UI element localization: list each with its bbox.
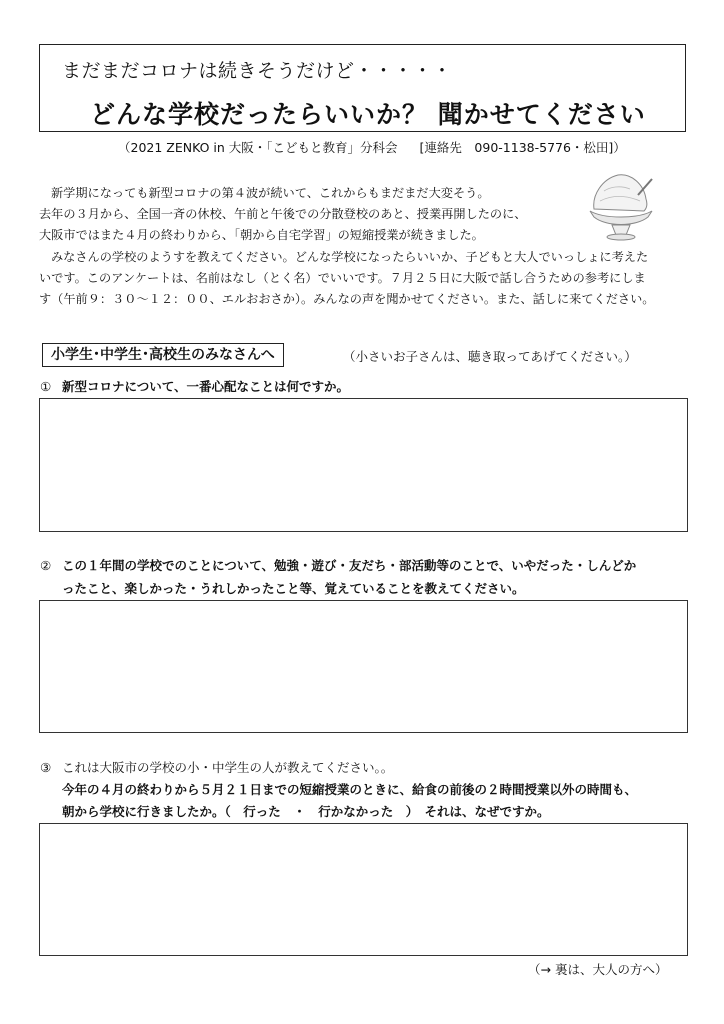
question-3 (40, 757, 393, 778)
title-line-2: どんな学校だったらいいか？ 聞かせてください (90, 100, 646, 129)
answer-box-1[interactable] (39, 398, 688, 532)
question-3-line-3: 朝から学校に行きましたか。（ 行った ・ 行かなかった ） それは、なぜですか。 (62, 804, 550, 819)
question-2-number: ② (40, 558, 52, 573)
question-2 (40, 555, 636, 576)
footer-note: （→ 裏は、大人の方へ） (528, 962, 668, 977)
question-3-number: ③ (40, 760, 52, 775)
intro-para-4: みなさんの学校のようすを教えてください。どんな学校になったらいいか、子どもと大人でいっしょに考えた (51, 249, 649, 264)
question-3-line-2: 今年の４月の終わりから５月２１日までの短縮授業のときに、給食の前後の２時間授業以外の時間も、 (62, 782, 638, 797)
intro-para-2: 去年の３月から、全国一斉の休校、午前と午後での分散登校のあと、授業再開したのに、 (39, 207, 527, 222)
question-1-text: 新型コロナについて、一番心配なことは何ですか。 (62, 379, 350, 394)
contact-info: [連絡先 090-1138-5776・松田]） (419, 140, 626, 155)
section-note: （小さいお子さんは、聴き取ってあげてください。） (343, 349, 637, 364)
intro-text (39, 183, 689, 310)
question-1 (40, 376, 349, 397)
question-3-line-1: これは大阪市の学校の小・中学生の人が教えてください。。 (62, 760, 394, 775)
intro-para-5: いです。このアンケートは、名前はなし（とく名）でいいです。７月２５日に大阪で話し合うための参考にしま (39, 270, 646, 285)
question-1-number: ① (40, 379, 52, 394)
answer-box-3[interactable] (39, 823, 688, 956)
question-2-line-2: ったこと、楽しかった・うれしかったこと等、覚えていることを教えてください。 (62, 581, 525, 596)
question-2-line-1: この１年間の学校でのことについて、勉強・遊び・友だち・部活動等のことで、いやだった・しんどか (62, 558, 637, 573)
title-line-1: まだまだコロナは続きそうだけど・・・・・ (62, 60, 453, 82)
section-heading: 小学生･中学生･高校生のみなさんへ (42, 343, 284, 367)
organizer-line (118, 138, 626, 156)
intro-para-3: 大阪市ではまた４月の終わりから、「朝から自宅学習」の短縮授業が続きました。 (39, 228, 484, 243)
intro-para-6: す（午前９：３０〜１２：００、エルおおさか）。みんなの声を聞かせてください。また、話しに来てください。 (39, 292, 655, 307)
intro-para-1: 新学期になっても新型コロナの第４波が続いて、これからもまだまだ大変そう。 (51, 186, 490, 200)
answer-box-2[interactable] (39, 600, 688, 733)
organizer-name: （2021 ZENKO in 大阪・「こどもと教育」分科会 (118, 140, 398, 155)
